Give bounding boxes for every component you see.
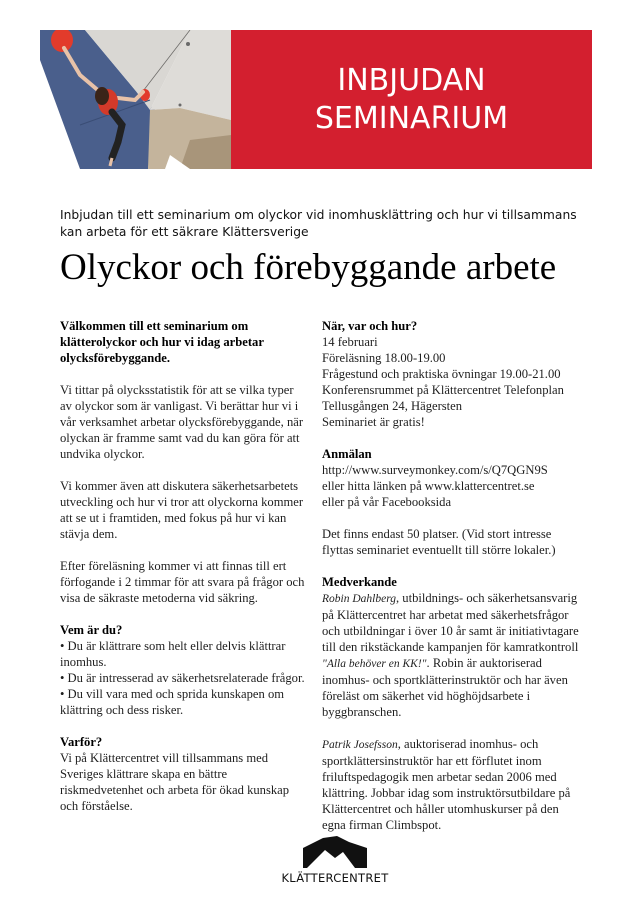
mountain-icon <box>303 836 367 868</box>
right-column <box>322 318 584 849</box>
signup-facebook: eller på vår Facebooksida <box>322 495 452 509</box>
participants-heading: Medverkande <box>322 575 397 589</box>
signup-heading: Anmälan <box>322 447 372 461</box>
welcome-lead: Välkommen till ett seminarium om klätterolyckor och hur vi idag arbetar olycksförebyggande. <box>60 319 264 365</box>
participant-robin <box>322 590 584 720</box>
participants-section <box>322 574 584 720</box>
signup-website: eller hitta länken på www.klattercentret.se <box>322 479 535 493</box>
when-qa-time: Frågestund och praktiska övningar 19.00-21.00 <box>322 367 561 381</box>
campaign-name: "Alla behöver en KK!" <box>322 658 427 670</box>
participant-name: Patrik Josefsson <box>322 739 398 751</box>
participant-patrik <box>322 736 584 833</box>
participant-bio: , utbildnings- och säkerhetsansvarig på Klättercentret har arbetat med säkerhetsfrågor och utbildningar i över 10 år samt är initiativtagare till den rikstäckande kampanjen för kamratkontroll <box>322 591 579 654</box>
why-section <box>60 734 305 814</box>
when-section <box>322 318 584 430</box>
page-title: Olyckor och förebyggande arbete <box>60 247 557 288</box>
signup-section <box>322 446 584 510</box>
climber-photo-illustration <box>40 30 231 169</box>
who-item: • Du är intresserad av säkerhetsrelaterade frågor. <box>60 671 305 685</box>
logo-text: KLÄTTERCENTRET <box>281 871 389 885</box>
when-date: 14 februari <box>322 335 378 349</box>
left-column <box>60 318 305 830</box>
paragraph-development: Vi kommer även att diskutera säkerhetsarbetets utveckling och hur vi tror att olyckorna kommer att se ut i framtiden, med fokus på hur vi kan stävja dem. <box>60 479 304 541</box>
paragraph-after-lecture: Efter föreläsning kommer vi att finnas till ert förfogande i 2 timmar för att svara på frågor och visa de säkraste metoderna vid säkring. <box>60 559 305 605</box>
why-text: Vi på Klättercentret vill tillsammans med Sveriges klättrare skapa en bättre riskmedvetenhet och arbeta för ökad kunskap och förståelse. <box>60 751 290 813</box>
when-lecture-time: Föreläsning 18.00-19.00 <box>322 351 446 365</box>
header <box>40 30 592 169</box>
intro-text: Inbjudan till ett seminarium om olyckor vid inomhusklättring och hur vi tillsammans kan arbeta för ett säkrare Klättersverige <box>60 208 577 239</box>
paragraph-statistics: Vi tittar på olycksstatistik för att se vilka typer av olyckor som är vanligast. Vi berättar hur vi i vår verksamhet arbetar olycksförebyggande, när olyckan är framme samt vad du kan göra för att undvika olyckor. <box>60 383 304 461</box>
participant-bio: , auktoriserad inomhus- och sportklättersinstruktör har ett förflutet inom friluftspedagogik men arbetar sedan 2006 med klättring. Jobbar idag som instruktörsutbildare på Klättercentret och håller utomhuskurser på den egna firman Climbspot. <box>322 737 571 832</box>
who-heading: Vem är du? <box>60 623 123 637</box>
invitation-banner <box>231 30 592 169</box>
when-price: Seminariet är gratis! <box>322 415 425 429</box>
participant-bio-cont: . Robin är auktoriserad inomhus- och sportklätterinstruktör och har även föreläst om säkerhet vid höghöjdsarbete i byggbranschen. <box>322 656 568 719</box>
when-address: Tellusgången 24, Hägersten <box>322 399 463 413</box>
why-heading: Varför? <box>60 735 103 749</box>
when-venue: Konferensrummet på Klättercentret Telefonplan <box>322 383 564 397</box>
signup-link[interactable]: http://www.surveymonkey.com/s/Q7QGN9S <box>322 463 548 477</box>
banner-line-2: SEMINARIUM <box>314 100 509 136</box>
banner-line-1: INBJUDAN <box>337 62 486 98</box>
climber-photo <box>40 30 231 169</box>
klattercentret-logo <box>268 836 402 888</box>
capacity-note: Det finns endast 50 platser. (Vid stort intresse flyttas seminariet eventuellt till större lokaler.) <box>322 527 556 557</box>
who-item: • Du vill vara med och sprida kunskapen om klättring och dess risker. <box>60 687 285 717</box>
who-section <box>60 622 305 718</box>
participant-name: Robin Dahlberg <box>322 593 396 605</box>
who-item: • Du är klättrare som helt eller delvis klättrar inomhus. <box>60 639 286 669</box>
when-heading: När, var och hur? <box>322 319 418 333</box>
